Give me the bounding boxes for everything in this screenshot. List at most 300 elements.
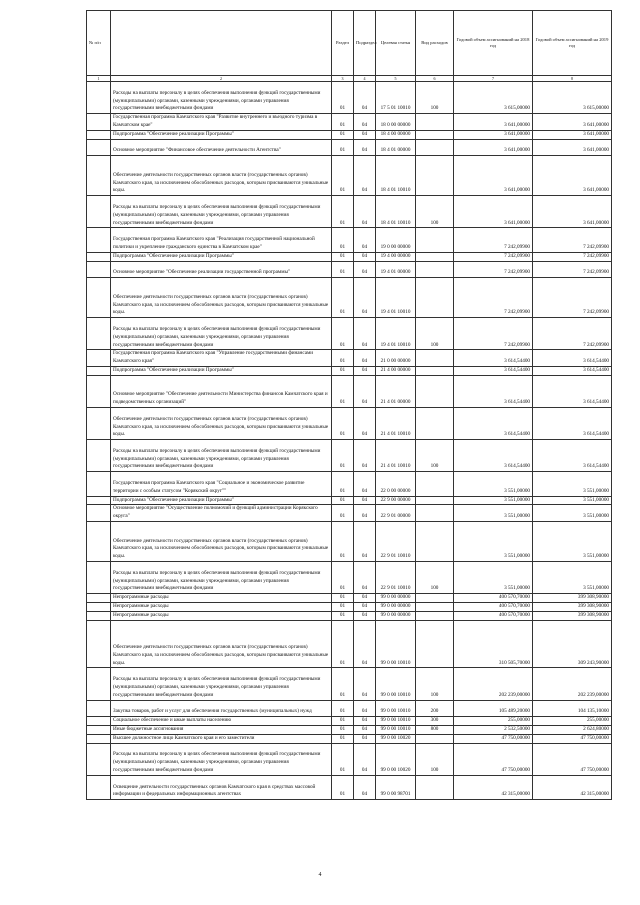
column-number: 8 [533,76,612,82]
cell-target-article: 18 4 01 10010 [376,196,416,228]
cell-2018-amount: 105 489,20000 [454,700,533,717]
table-row [87,603,612,612]
cell-podrazdel: 04 [354,139,376,156]
cell-target-article: 99 0 00 00000 [376,603,416,612]
cell-target-article: 99 0 00 98701 [376,775,416,799]
table-row [87,743,612,775]
cell-target-article: 18 4 01 00000 [376,139,416,156]
cell-expense-type: 100 [416,196,454,228]
cell-target-article: 22 9 01 10010 [376,562,416,594]
cell-podrazdel: 04 [354,472,376,496]
column-number: 1 [87,76,111,82]
table-row [87,505,612,522]
budget-table-page [86,10,611,800]
cell-podrazdel: 04 [354,726,376,735]
cell-expense-type [416,114,454,131]
cell-razdel: 01 [332,252,354,261]
table-body [87,82,612,800]
table-row [87,734,612,743]
cell-razdel: 01 [332,726,354,735]
cell-2018-amount: 7 242,09900 [454,261,533,278]
cell-num [87,114,111,131]
cell-num [87,228,111,252]
cell-name: Государственная программа Камчатского края "Социальное и экономическое развитие территории с особым статусом "Корякский округ"" [111,472,332,496]
header-name [111,11,332,76]
cell-name: Непрограммные расходы [111,594,332,603]
cell-num [87,366,111,375]
cell-2018-amount: 202 239,00000 [454,668,533,700]
cell-num [87,775,111,799]
cell-num [87,620,111,668]
cell-target-article: 99 0 00 00000 [376,594,416,603]
cell-2019-amount: 7 242,09900 [533,228,612,252]
cell-2018-amount: 3 641,00000 [454,156,533,196]
cell-num [87,505,111,522]
cell-2019-amount: 399 308,90000 [533,611,612,620]
cell-2018-amount: 3 641,00000 [454,114,533,131]
cell-target-article: 22 9 01 00000 [376,505,416,522]
cell-2018-amount: 400 570,70000 [454,611,533,620]
cell-razdel: 01 [332,196,354,228]
table-row [87,114,612,131]
table-row [87,252,612,261]
cell-expense-type [416,611,454,620]
header-2019-amount: Годовой объем ассигнований на 2019 год [533,11,612,76]
cell-2018-amount: 3 551,00000 [454,562,533,594]
cell-num [87,318,111,350]
cell-num [87,407,111,439]
cell-2018-amount: 3 551,00000 [454,472,533,496]
cell-name: Подпрограмма "Обеспечение реализации Программы" [111,366,332,375]
cell-2019-amount: 3 614,54400 [533,407,612,439]
cell-num [87,562,111,594]
cell-2018-amount: 3 614,54400 [454,366,533,375]
cell-num [87,603,111,612]
cell-expense-type [416,278,454,318]
cell-name: Расходы на выплаты персоналу в целях обеспечения выполнения функций государственными (муниципальными) органами, казенными учреждениями, органами управления государственными внебюджетными фондами [111,743,332,775]
cell-2018-amount: 3 551,00000 [454,496,533,505]
cell-2019-amount: 47 750,00000 [533,734,612,743]
cell-razdel: 01 [332,318,354,350]
cell-expense-type [416,620,454,668]
table-row [87,228,612,252]
table-row [87,620,612,668]
cell-expense-type [416,594,454,603]
cell-name: Подпрограмма "Обеспечение реализации Программы" [111,496,332,505]
cell-target-article: 18 4 00 00000 [376,130,416,139]
cell-podrazdel: 04 [354,440,376,472]
table-row [87,82,612,114]
cell-razdel: 01 [332,620,354,668]
cell-podrazdel: 04 [354,82,376,114]
cell-2019-amount: 3 551,00000 [533,522,612,562]
cell-podrazdel: 04 [354,505,376,522]
cell-num [87,156,111,196]
cell-expense-type [416,130,454,139]
cell-target-article: 99 0 00 10010 [376,726,416,735]
table-row [87,366,612,375]
cell-razdel: 01 [332,228,354,252]
cell-name: Расходы на выплаты персоналу в целях обеспечения выполнения функций государственными (муниципальными) органами, казенными учреждениями, органами управления государственными внебюджетными фондами [111,82,332,114]
table-row [87,156,612,196]
cell-expense-type [416,496,454,505]
cell-razdel: 01 [332,603,354,612]
column-number: 2 [111,76,332,82]
cell-target-article: 19 4 00 00000 [376,252,416,261]
cell-name: Основное мероприятие "Осуществление полномочий и функций администрации Корякского округа" [111,505,332,522]
cell-podrazdel: 04 [354,562,376,594]
cell-expense-type [416,603,454,612]
cell-razdel: 01 [332,522,354,562]
cell-2019-amount: 202 239,00000 [533,668,612,700]
cell-podrazdel: 04 [354,620,376,668]
cell-target-article: 22 9 00 00000 [376,496,416,505]
cell-2019-amount: 3 641,00000 [533,139,612,156]
cell-podrazdel: 04 [354,603,376,612]
cell-expense-type: 100 [416,743,454,775]
cell-razdel: 01 [332,562,354,594]
cell-name: Расходы на выплаты персоналу в целях обеспечения выполнения функций государственными (муниципальными) органами, казенными учреждениями, органами управления государственными внебюджетными фондами [111,562,332,594]
cell-2018-amount: 2 532,50000 [454,726,533,735]
table-row [87,700,612,717]
cell-2018-amount: 42 315,00000 [454,775,533,799]
cell-num [87,139,111,156]
cell-podrazdel: 04 [354,196,376,228]
cell-2019-amount: 3 551,00000 [533,505,612,522]
cell-podrazdel: 04 [354,522,376,562]
cell-podrazdel: 04 [354,775,376,799]
cell-name: Обеспечение деятельности государственных органов власти (государственных органов) Камчатского края, за исключением обособленных расходов, которым присваиваются уникальные коды. [111,407,332,439]
cell-num [87,252,111,261]
cell-2019-amount: 7 242,09900 [533,318,612,350]
cell-2018-amount: 3 615,00000 [454,82,533,114]
cell-podrazdel: 04 [354,496,376,505]
cell-target-article: 22 0 00 00000 [376,472,416,496]
cell-2018-amount: 400 570,70000 [454,594,533,603]
cell-2018-amount: 3 614,54400 [454,350,533,367]
cell-target-article: 99 0 00 10010 [376,620,416,668]
cell-num [87,440,111,472]
cell-podrazdel: 04 [354,743,376,775]
cell-target-article: 21 4 01 10010 [376,407,416,439]
cell-podrazdel: 04 [354,228,376,252]
cell-razdel: 01 [332,130,354,139]
cell-razdel: 01 [332,139,354,156]
cell-2018-amount: 3 551,00000 [454,505,533,522]
cell-2019-amount: 47 750,00000 [533,743,612,775]
cell-2018-amount: 400 570,70000 [454,603,533,612]
cell-podrazdel: 04 [354,261,376,278]
table-row [87,522,612,562]
cell-target-article: 19 0 00 00000 [376,228,416,252]
cell-razdel: 01 [332,734,354,743]
cell-podrazdel: 04 [354,318,376,350]
cell-num [87,130,111,139]
column-number: 7 [454,76,533,82]
table-row [87,472,612,496]
cell-2018-amount: 310 505,70000 [454,620,533,668]
cell-2018-amount: 7 242,09900 [454,252,533,261]
cell-2019-amount: 3 641,00000 [533,114,612,131]
cell-razdel: 01 [332,261,354,278]
cell-expense-type [416,228,454,252]
column-number: 3 [332,76,354,82]
cell-2019-amount: 3 641,00000 [533,130,612,139]
cell-expense-type [416,775,454,799]
header-num: № п/п [87,11,111,76]
cell-name: Государственная программа Камчатского края "Управление государственными финансами Камчатского края" [111,350,332,367]
cell-name: Социальное обеспечение и иные выплаты населению [111,717,332,726]
cell-target-article: 99 0 00 10010 [376,668,416,700]
cell-target-article: 21 4 00 00000 [376,366,416,375]
cell-razdel: 01 [332,82,354,114]
cell-expense-type: 100 [416,562,454,594]
cell-2018-amount: 7 242,09900 [454,228,533,252]
cell-2019-amount: 399 308,90000 [533,603,612,612]
cell-num [87,734,111,743]
cell-expense-type: 100 [416,318,454,350]
cell-name: Обеспечение деятельности государственных органов власти (государственных органов) Камчатского края, за исключением обособленных расходов, которым присваиваются уникальные коды. [111,278,332,318]
cell-2018-amount: 3 614,54400 [454,440,533,472]
cell-target-article: 99 0 00 10020 [376,734,416,743]
cell-name: Подпрограмма "Обеспечение реализации Программы" [111,252,332,261]
table-row [87,318,612,350]
cell-expense-type [416,139,454,156]
cell-target-article: 18 4 01 10010 [376,156,416,196]
table-row [87,496,612,505]
cell-target-article: 19 4 01 10010 [376,318,416,350]
cell-razdel: 01 [332,496,354,505]
cell-podrazdel: 04 [354,611,376,620]
cell-target-article: 22 9 01 10010 [376,522,416,562]
cell-num [87,611,111,620]
cell-expense-type: 100 [416,82,454,114]
cell-2018-amount: 7 242,09900 [454,278,533,318]
cell-2018-amount: 47 750,00000 [454,734,533,743]
cell-expense-type [416,366,454,375]
cell-expense-type [416,734,454,743]
cell-2019-amount: 309 243,90000 [533,620,612,668]
table-row [87,350,612,367]
cell-num [87,278,111,318]
table-row [87,440,612,472]
cell-expense-type [416,156,454,196]
cell-2019-amount: 3 614,54400 [533,350,612,367]
cell-razdel: 01 [332,743,354,775]
cell-name: Расходы на выплаты персоналу в целях обеспечения выполнения функций государственными (муниципальными) органами, казенными учреждениями, органами управления государственными внебюджетными фондами [111,440,332,472]
cell-name: Основное мероприятие "Обеспечение реализации государственной программы" [111,261,332,278]
cell-podrazdel: 04 [354,114,376,131]
cell-name: Иные бюджетные ассигнования [111,726,332,735]
cell-2018-amount: 47 750,00000 [454,743,533,775]
cell-2019-amount: 104 135,10000 [533,700,612,717]
cell-expense-type [416,350,454,367]
cell-podrazdel: 04 [354,252,376,261]
cell-name: Обеспечение деятельности государственных органов власти (государственных органов) Камчатского края, за исключением обособленных расходов, которым присваиваются уникальные коды. [111,620,332,668]
budget-table [86,10,612,800]
cell-num [87,196,111,228]
cell-razdel: 01 [332,611,354,620]
cell-razdel: 01 [332,366,354,375]
cell-name: Основное мероприятие "Финансовое обеспечение деятельности Агентства" [111,139,332,156]
cell-expense-type [416,522,454,562]
cell-2019-amount: 3 614,54400 [533,440,612,472]
cell-2019-amount: 7 242,09900 [533,252,612,261]
cell-num [87,717,111,726]
cell-target-article: 19 4 01 10010 [376,278,416,318]
cell-expense-type [416,261,454,278]
cell-target-article: 99 0 00 10010 [376,700,416,717]
table-row [87,594,612,603]
table-row [87,562,612,594]
cell-name: Непрограммные расходы [111,603,332,612]
cell-2019-amount: 255,00000 [533,717,612,726]
cell-expense-type: 800 [416,726,454,735]
cell-razdel: 01 [332,700,354,717]
cell-target-article: 21 0 00 00000 [376,350,416,367]
column-number: 6 [416,76,454,82]
header-2018-amount: Годовой объем ассигнований на 2018 год [454,11,533,76]
cell-podrazdel: 04 [354,350,376,367]
cell-num [87,375,111,407]
cell-num [87,350,111,367]
table-row [87,139,612,156]
cell-razdel: 01 [332,278,354,318]
cell-expense-type [416,375,454,407]
cell-podrazdel: 04 [354,407,376,439]
cell-name: Подпрограмма "Обеспечение реализации Программы" [111,130,332,139]
cell-2018-amount: 3 614,54400 [454,407,533,439]
cell-name: Обеспечение деятельности государственных органов власти (государственных органов) Камчатского края, за исключением обособленных расходов, которым присваиваются уникальные коды. [111,522,332,562]
cell-razdel: 01 [332,156,354,196]
cell-podrazdel: 04 [354,375,376,407]
cell-target-article: 21 4 01 00000 [376,375,416,407]
cell-2019-amount: 3 615,00000 [533,82,612,114]
cell-2018-amount: 255,00000 [454,717,533,726]
header-expense-type: Вид расходов [416,11,454,76]
cell-2019-amount: 3 614,54400 [533,375,612,407]
margin-mark [175,720,181,721]
cell-podrazdel: 04 [354,130,376,139]
table-row [87,261,612,278]
cell-num [87,261,111,278]
table-row [87,130,612,139]
table-row [87,278,612,318]
cell-num [87,743,111,775]
cell-name: Закупка товаров, работ и услуг для обеспечения государственных (муниципальных) нужд [111,700,332,717]
table-header-row [87,11,612,76]
cell-2019-amount: 42 315,00000 [533,775,612,799]
cell-target-article: 99 0 00 00000 [376,611,416,620]
header-target-article: Целевая статья [376,11,416,76]
cell-num [87,726,111,735]
cell-num [87,496,111,505]
page-number: 4 [318,872,322,878]
cell-expense-type: 300 [416,717,454,726]
cell-2018-amount: 3 641,00000 [454,196,533,228]
cell-name: Государственная программа Камчатского края "Развитие внутреннего и въездного туризма в Камчатском крае" [111,114,332,131]
cell-num [87,472,111,496]
cell-podrazdel: 04 [354,278,376,318]
cell-razdel: 01 [332,440,354,472]
table-row [87,407,612,439]
cell-expense-type [416,505,454,522]
cell-podrazdel: 04 [354,668,376,700]
cell-expense-type [416,407,454,439]
cell-target-article: 18 0 00 00000 [376,114,416,131]
cell-expense-type: 200 [416,700,454,717]
cell-razdel: 01 [332,594,354,603]
cell-expense-type: 100 [416,668,454,700]
cell-podrazdel: 04 [354,734,376,743]
cell-razdel: 01 [332,472,354,496]
cell-2019-amount: 3 614,54400 [533,366,612,375]
cell-name: Непрограммные расходы [111,611,332,620]
cell-name: Расходы на выплаты персоналу в целях обеспечения выполнения функций государственными (муниципальными) органами, казенными учреждениями, органами управления государственными внебюджетными фондами [111,318,332,350]
cell-podrazdel: 04 [354,717,376,726]
cell-target-article: 21 4 01 10010 [376,440,416,472]
cell-name: Высшее должностное лицо Камчатского края и его заместители [111,734,332,743]
cell-num [87,700,111,717]
cell-2019-amount: 3 551,00000 [533,496,612,505]
cell-2019-amount: 3 551,00000 [533,472,612,496]
cell-expense-type: 100 [416,440,454,472]
cell-name: Освещение деятельности государственных органов Камчатского края в средствах массовой информации и федеральных информационных агентствах [111,775,332,799]
column-number: 4 [354,76,376,82]
cell-2019-amount: 3 551,00000 [533,562,612,594]
cell-target-article: 99 0 00 10010 [376,717,416,726]
column-number: 5 [376,76,416,82]
cell-num [87,668,111,700]
cell-target-article: 17 5 01 10010 [376,82,416,114]
cell-expense-type [416,472,454,496]
cell-razdel: 01 [332,668,354,700]
cell-podrazdel: 04 [354,700,376,717]
cell-2019-amount: 7 242,09900 [533,278,612,318]
table-row [87,668,612,700]
cell-podrazdel: 04 [354,594,376,603]
cell-podrazdel: 04 [354,366,376,375]
cell-razdel: 01 [332,114,354,131]
cell-num [87,82,111,114]
cell-2019-amount: 3 641,00000 [533,196,612,228]
cell-num [87,594,111,603]
cell-2018-amount: 3 641,00000 [454,139,533,156]
cell-2019-amount: 2 624,80000 [533,726,612,735]
table-row [87,726,612,735]
cell-target-article: 19 4 01 00000 [376,261,416,278]
cell-razdel: 01 [332,717,354,726]
cell-razdel: 01 [332,350,354,367]
table-row [87,775,612,799]
cell-2018-amount: 3 614,54400 [454,375,533,407]
cell-razdel: 01 [332,775,354,799]
header-razdel: Раздел [332,11,354,76]
cell-name: Обеспечение деятельности государственных органов власти (государственных органов) Камчатского края, за исключением обособленных расходов, которым присваиваются уникальные коды. [111,156,332,196]
cell-expense-type [416,252,454,261]
cell-2019-amount: 7 242,09900 [533,261,612,278]
cell-2018-amount: 3 641,00000 [454,130,533,139]
cell-2019-amount: 399 308,90000 [533,594,612,603]
cell-razdel: 01 [332,375,354,407]
header-podrazdel: Подраздел [354,11,376,76]
table-row [87,375,612,407]
table-row [87,196,612,228]
cell-2018-amount: 3 551,00000 [454,522,533,562]
cell-name: Расходы на выплаты персоналу в целях обеспечения выполнения функций государственными (муниципальными) органами, казенными учреждениями, органами управления государственными внебюджетными фондами [111,196,332,228]
table-row [87,611,612,620]
cell-target-article: 99 0 00 10020 [376,743,416,775]
